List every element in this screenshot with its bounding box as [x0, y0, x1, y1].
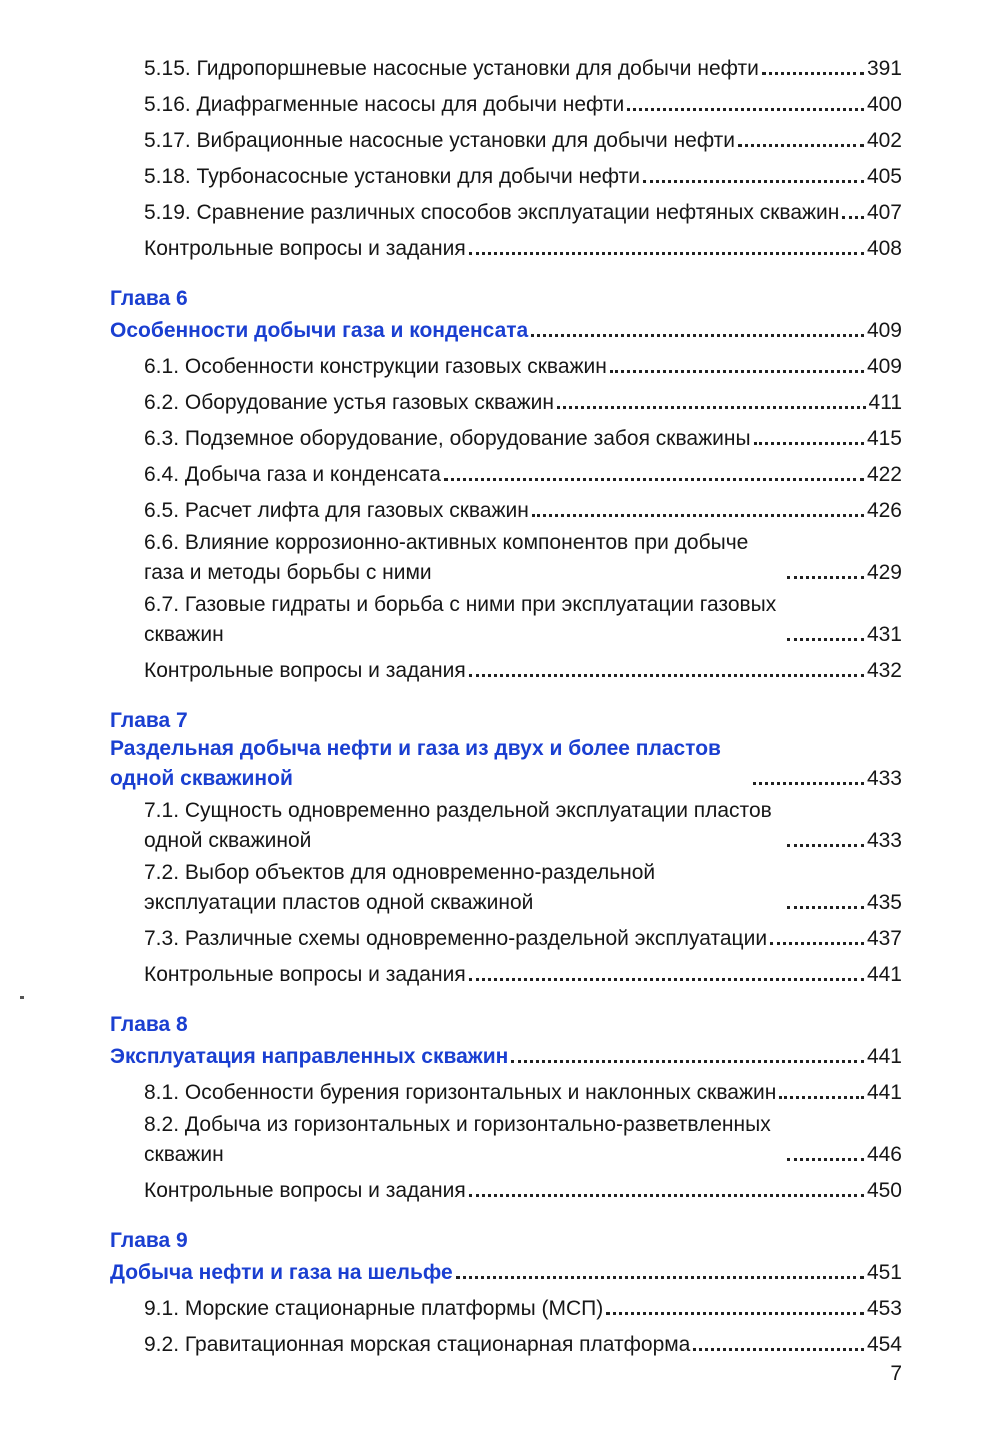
dot-leader — [511, 1060, 864, 1063]
dot-leader — [842, 216, 864, 219]
toc-entry-review[interactable] — [110, 956, 902, 992]
toc-entry-page: 409 — [866, 319, 902, 342]
toc-entry-review[interactable] — [110, 230, 902, 266]
toc-entry-title: 9.2. Гравитационная морская стационарная платформа — [144, 1333, 691, 1356]
dot-leader — [557, 406, 866, 409]
toc-entry-review[interactable] — [110, 652, 902, 688]
toc-entry-page: 432 — [866, 659, 902, 682]
dot-leader — [532, 514, 864, 517]
toc-entry-page: 433 — [866, 767, 902, 790]
toc-entry[interactable] — [110, 1326, 902, 1362]
toc-entry-page: 415 — [866, 427, 902, 450]
dot-leader — [606, 1312, 864, 1315]
toc-entry-page: 408 — [866, 237, 902, 260]
toc-entry-page: 429 — [866, 561, 902, 584]
toc-entry[interactable] — [110, 796, 902, 858]
toc-entry-title: 7.2. Выбор объектов для одновременно-раздельной эксплуатации пластов одной скважиной — [144, 861, 656, 914]
toc-entry-page: 441 — [866, 1045, 902, 1068]
toc-entry-page: 405 — [866, 165, 902, 188]
toc-entry[interactable] — [110, 492, 902, 528]
toc-entry-page: 422 — [866, 463, 902, 486]
toc-entry[interactable] — [110, 590, 902, 652]
toc-entry[interactable] — [110, 456, 902, 492]
dot-leader — [643, 180, 864, 183]
toc-entry-title: 8.1. Особенности бурения горизонтальных и наклонных скважин — [144, 1081, 777, 1104]
dot-leader — [456, 1276, 864, 1279]
toc-entry-title: 9.1. Морские стационарные платформы (МСП) — [144, 1297, 604, 1320]
dot-leader — [787, 906, 864, 909]
dot-leader — [787, 1158, 864, 1161]
dot-leader — [627, 108, 864, 111]
toc-entry-title: 5.19. Сравнение различных способов эксплуатации нефтяных скважин — [144, 201, 840, 224]
toc-entry-page: 446 — [866, 1143, 902, 1166]
chapter-title-entry[interactable] — [110, 1038, 902, 1074]
chapter-title-entry[interactable] — [110, 312, 902, 348]
toc-entry-title: 6.6. Влияние коррозионно-активных компонентов при добыче газа и методы борьбы с ними — [144, 531, 749, 584]
toc-entry[interactable] — [110, 384, 902, 420]
chapter-title: Особенности добычи газа и конденсата — [110, 319, 529, 342]
dot-leader — [444, 478, 864, 481]
toc-entry-page: 437 — [866, 927, 902, 950]
dot-leader — [610, 370, 864, 373]
toc-entry-title: 6.7. Газовые гидраты и борьба с ними при эксплуатации газовых скважин — [144, 593, 777, 646]
toc-entry[interactable] — [110, 1074, 902, 1110]
dot-leader — [787, 638, 864, 641]
chapter-8 — [110, 1012, 902, 1208]
toc-entry-title: 7.1. Сущность одновременно раздельной эксплуатации пластов одной скважиной — [144, 799, 772, 852]
dot-leader — [531, 334, 864, 337]
toc-entry-title: Контрольные вопросы и задания — [144, 237, 466, 260]
dot-leader — [469, 1194, 864, 1197]
toc-entry-page: 407 — [866, 201, 902, 224]
toc-entry-page: 433 — [866, 829, 902, 852]
dot-leader — [753, 782, 864, 785]
chapter-9 — [110, 1228, 902, 1362]
chapter-title-entry[interactable] — [110, 1254, 902, 1290]
chapter-6 — [110, 286, 902, 688]
chapter-label: Глава 9 — [110, 1229, 188, 1252]
chapter-label: Глава 6 — [110, 287, 188, 310]
toc-entry-page: 453 — [866, 1297, 902, 1320]
toc-entry[interactable] — [110, 858, 902, 920]
toc-entry[interactable] — [110, 348, 902, 384]
page-number: 7 — [890, 1362, 902, 1385]
toc-entry[interactable] — [110, 158, 902, 194]
toc-entry[interactable] — [110, 50, 902, 86]
chapter-label: Глава 7 — [110, 709, 188, 732]
toc-entry-page: 426 — [866, 499, 902, 522]
toc-entry-title: 5.17. Вибрационные насосные установки для добычи нефти — [144, 129, 736, 152]
toc-entry-title: 6.5. Расчет лифта для газовых скважин — [144, 499, 529, 522]
toc-entry-title: 6.2. Оборудование устья газовых скважин — [144, 391, 555, 414]
chapter-title: Добыча нефти и газа на шельфе — [110, 1261, 453, 1284]
toc-entry[interactable] — [110, 122, 902, 158]
toc-entry-review[interactable] — [110, 1172, 902, 1208]
toc-entry-page: 391 — [866, 57, 902, 80]
toc-entry-page: 400 — [866, 93, 902, 116]
toc-entry[interactable] — [110, 86, 902, 122]
toc-entry-title: 8.2. Добыча из горизонтальных и горизонтально-разветвленных скважин — [144, 1113, 771, 1166]
toc-entry-page: 402 — [866, 129, 902, 152]
toc-entry-title: 6.3. Подземное оборудование, оборудование забоя скважины — [144, 427, 751, 450]
dot-leader — [770, 942, 864, 945]
chapter-7 — [110, 708, 902, 992]
dot-leader — [469, 978, 864, 981]
toc-entry[interactable] — [110, 528, 902, 590]
toc-entry[interactable] — [110, 1290, 902, 1326]
dot-leader — [779, 1096, 864, 1099]
toc-entry-page: 409 — [866, 355, 902, 378]
toc-entry[interactable] — [110, 194, 902, 230]
dot-leader — [738, 144, 864, 147]
toc-entry-title: 6.1. Особенности конструкции газовых скважин — [144, 355, 607, 378]
toc-entry[interactable] — [110, 420, 902, 456]
dot-leader — [469, 252, 864, 255]
toc-entry-title: Контрольные вопросы и задания — [144, 963, 466, 986]
toc-entry-page: 431 — [866, 623, 902, 646]
toc-entry-title: Контрольные вопросы и задания — [144, 1179, 466, 1202]
dot-leader — [754, 442, 864, 445]
toc-entry-page: 454 — [866, 1333, 902, 1356]
dot-leader — [787, 576, 864, 579]
dot-leader — [469, 674, 864, 677]
dot-leader — [693, 1348, 864, 1351]
toc-entry[interactable] — [110, 1110, 902, 1172]
toc-entry-title: 6.4. Добыча газа и конденсата — [144, 463, 441, 486]
toc-entry[interactable] — [110, 920, 902, 956]
toc-entry-page: 441 — [866, 963, 902, 986]
toc-entry-title: Контрольные вопросы и задания — [144, 659, 466, 682]
chapter-title-entry[interactable] — [110, 734, 902, 796]
chapter-title: Раздельная добыча нефти и газа из двух и более пластов одной скважиной — [110, 737, 721, 790]
dot-leader — [787, 844, 864, 847]
toc-entry-title: 5.18. Турбонасосные установки для добычи нефти — [144, 165, 640, 188]
scan-artifact — [20, 996, 24, 999]
toc-entry-page: 411 — [868, 391, 902, 414]
toc-entry-title: 5.15. Гидропоршневые насосные установки для добычи нефти — [144, 57, 759, 80]
chapter-title: Эксплуатация направленных скважин — [110, 1045, 509, 1068]
toc-entry-page: 450 — [866, 1179, 902, 1202]
toc-entry-page: 451 — [866, 1261, 902, 1284]
toc-entry-title: 7.3. Различные схемы одновременно-раздельной эксплуатации — [144, 927, 768, 950]
chapter-label: Глава 8 — [110, 1013, 188, 1036]
toc-entry-page: 441 — [866, 1081, 902, 1104]
toc-entry-title: 5.16. Диафрагменные насосы для добычи нефти — [144, 93, 625, 116]
chapter-5-continuation — [110, 50, 902, 266]
toc-entry-page: 435 — [866, 891, 902, 914]
dot-leader — [762, 72, 864, 75]
